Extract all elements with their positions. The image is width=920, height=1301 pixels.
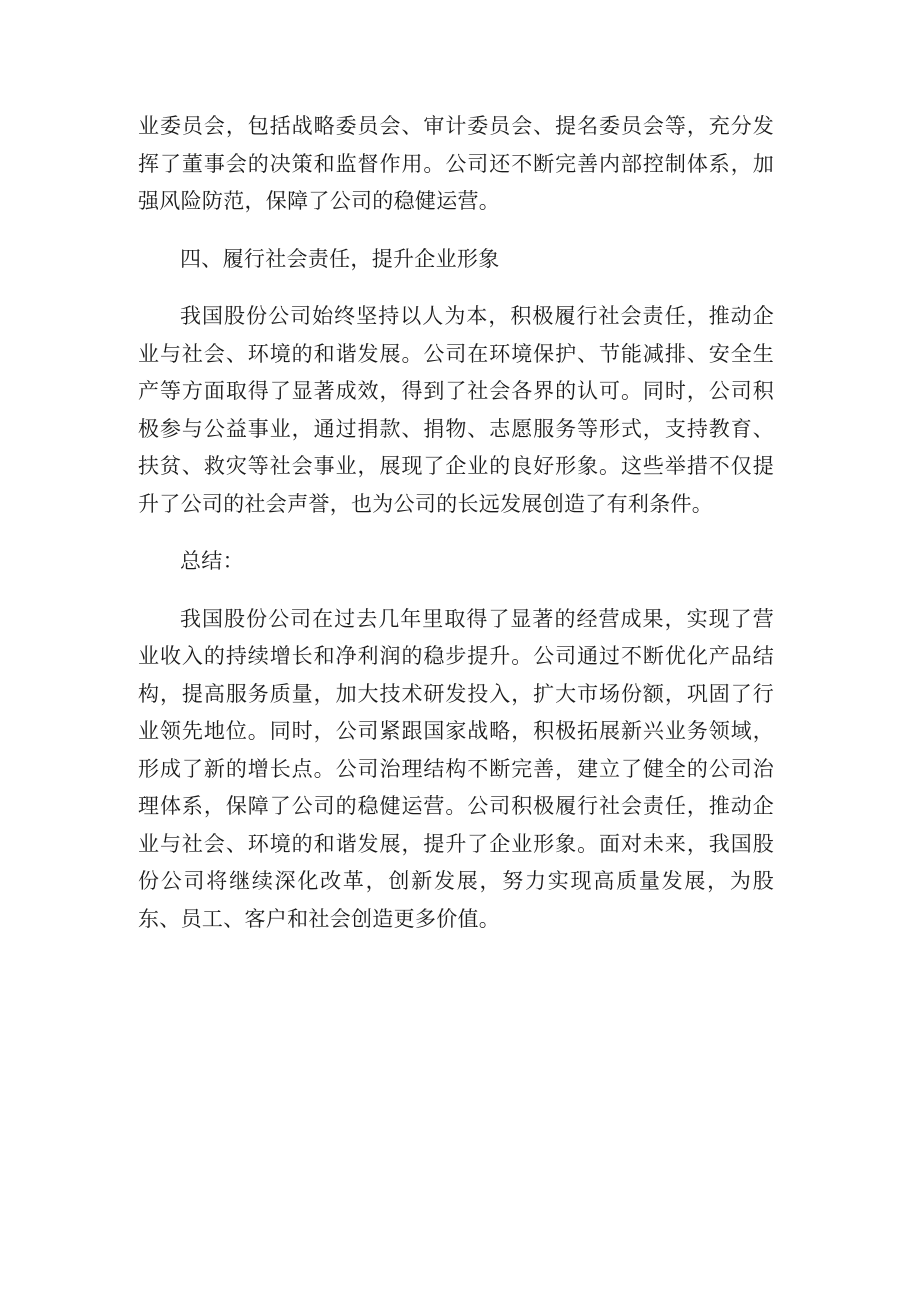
section-heading-social-responsibility: 四、履行社会责任，提升企业形象 xyxy=(180,246,500,271)
paragraph-continued: 业委员会，包括战略委员会、审计委员会、提名委员会等，充分发挥了董事会的决策和监督作用。公司还不断完善内部控制体系，加强风险防范，保障了公司的稳健运营。 xyxy=(138,114,774,213)
document-body xyxy=(138,108,774,958)
summary-heading: 总结： xyxy=(180,549,244,573)
paragraph-summary: 我国股份公司在过去几年里取得了显著的经营成果，实现了营业收入的持续增长和净利润的稳步提升。公司通过不断优化产品结构，提高服务质量，加大技术研发投入，扩大市场份额，巩固了行业领先地位。同时，公司紧跟国家战略，积极拓展新兴业务领域，形成了新的增长点。公司治理结构不断完善，建立了健全的公司治理体系，保障了公司的稳健运营。公司积极履行社会责任，推动企业与社会、环境的和谐发展，提升了企业形象。面对未来，我国股份公司将继续深化改革，创新发展，努力实现高质量发展，为股东、员工、客户和社会创造更多价值。 xyxy=(138,606,774,931)
paragraph-social-responsibility: 我国股份公司始终坚持以人为本，积极履行社会责任，推动企业与社会、环境的和谐发展。公司在环境保护、节能减排、安全生产等方面取得了显著成效，得到了社会各界的认可。同时，公司积极参与公益事业，通过捐款、捐物、志愿服务等形式，支持教育、扶贫、救灾等社会事业，展现了企业的良好形象。这些举措不仅提升了公司的社会声誉，也为公司的长远发展创造了有利条件。 xyxy=(138,304,774,516)
